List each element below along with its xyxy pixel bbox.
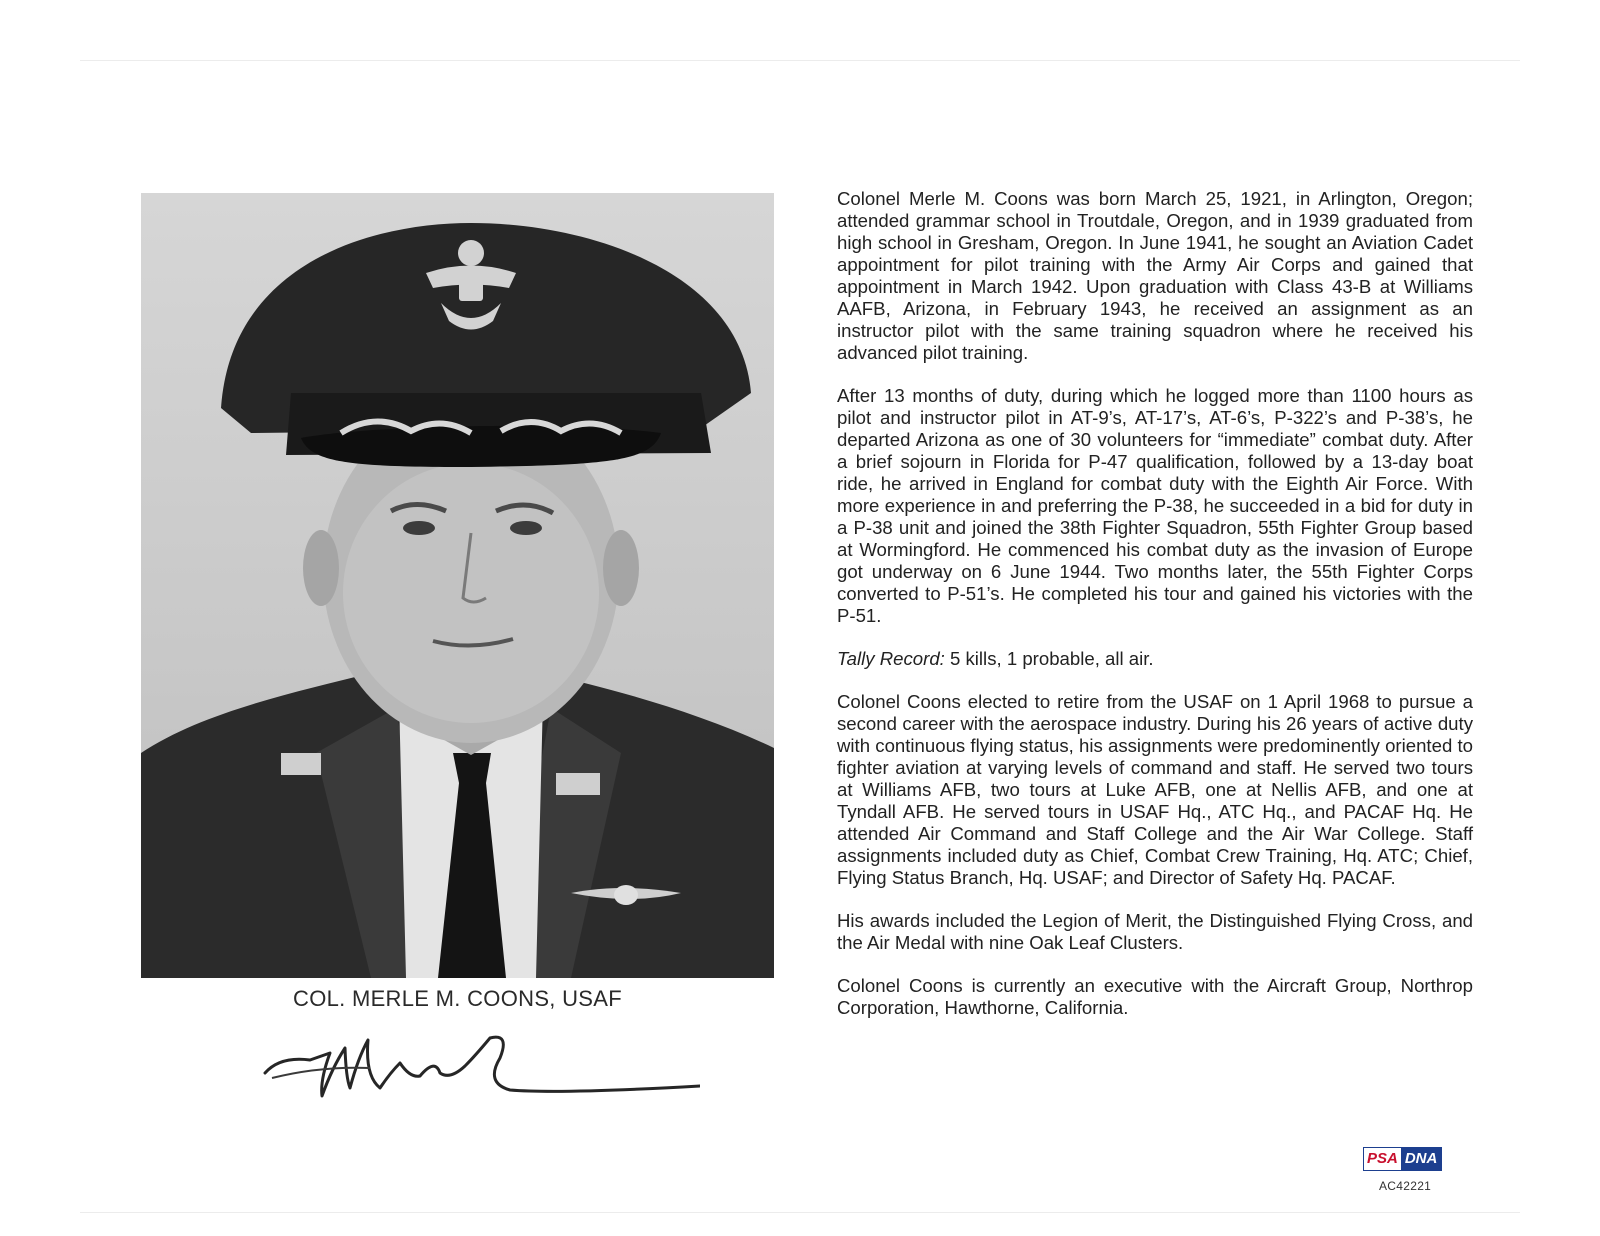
top-divider <box>80 60 1520 61</box>
bio-paragraph-combat: After 13 months of duty, during which he logged more than 1100 hours as pilot and instructor pilot in AT-9’s, AT-17’s, AT-6’s, P-322’s and P-38’s, he departed Arizona as one of 30 volunteers for “immediate” combat duty. After a brief sojourn in Florida for P-47 qualification, followed by a 13-day boat ride, he arrived in England for combat duty with the Eighth Air Force. With more experience in and preferring the P-38, he succeeded in a bid for duty in a P-38 unit and joined the 38th Fighter Squadron, 55th Fighter Group based at Wormingford. He commenced his combat duty as the invasion of Europe got underway on 6 June 1944. Two months later, the 55th Fighter Corps converted to P-51’s. He completed his tour and gained his victories with the P-51. <box>837 385 1473 626</box>
bottom-divider <box>80 1212 1520 1213</box>
portrait-photo <box>141 193 774 978</box>
psa-dna-logo <box>1363 1147 1442 1171</box>
tally-record-value: 5 kills, 1 probable, all air. <box>944 648 1154 669</box>
tally-record-label: Tally Record: <box>837 648 945 669</box>
biography-text <box>837 188 1473 1040</box>
portrait-caption: COL. MERLE M. COONS, USAF <box>293 986 622 1011</box>
bio-paragraph-current: Colonel Coons is currently an executive with the Aircraft Group, Northrop Corporation, Hawthorne, California. <box>837 975 1473 1018</box>
bio-paragraph-early-life: Colonel Merle M. Coons was born March 25, 1921, in Arlington, Oregon; attended grammar school in Troutdale, Oregon, and in 1939 graduated from high school in Gresham, Oregon. In June 1941, he sought an Aviation Cadet appointment for pilot training with the Army Air Corps and gained that appointment in March 1942. Upon graduation with Class 43-B at Williams AAFB, Arizona, in February 1943, he received an assignment as an instructor pilot with the same training squadron where he received his advanced pilot training. <box>837 188 1473 363</box>
handwritten-signature <box>260 1018 700 1108</box>
bio-paragraph-awards: His awards included the Legion of Merit, the Distinguished Flying Cross, and the Air Medal with nine Oak Leaf Clusters. <box>837 910 1473 953</box>
tally-record <box>837 648 1473 670</box>
bio-paragraph-career: Colonel Coons elected to retire from the USAF on 1 April 1968 to pursue a second career with the aerospace industry. During his 26 years of active duty with continuous flying status, his assignments were predominently oriented to fighter aviation at varying levels of command and staff. He served two tours at Williams AFB, two tours at Luke AFB, one at Nellis AFB, and one at Tyndall AFB. He served tours in USAF Hq., ATC Hq., and PACAF Hq. He attended Air Command and Staff College and the Air War College. Staff assignments included duty as Chief, Combat Crew Training, Hq. ATC; Chief, Flying Status Branch, Hq. USAF; and Director of Safety Hq. PACAF. <box>837 691 1473 888</box>
authentication-code: AC42221 <box>1379 1179 1432 1193</box>
psa-logo-text: PSA <box>1364 1148 1401 1170</box>
dna-logo-text: DNA <box>1401 1148 1442 1170</box>
